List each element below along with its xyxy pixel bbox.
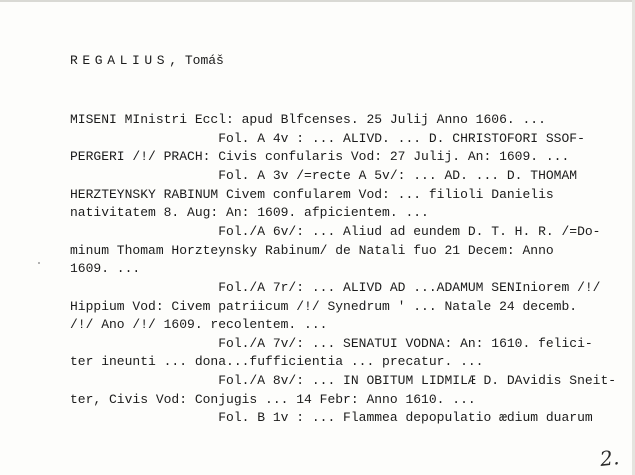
text-line: PERGERI /!/ PRACH: Civis confularis Vod: 27 Julij. An: 1609. ... xyxy=(70,149,570,165)
heading-surname: REGALIUS xyxy=(70,53,170,68)
paper-speck xyxy=(38,262,40,264)
heading-separator: , xyxy=(169,53,178,68)
card-top-edge xyxy=(0,0,635,2)
card-heading xyxy=(70,53,224,69)
text-line: HERZTEYNSKY RABINUM Civem confularem Vod: ... filioli Danielis xyxy=(70,186,554,202)
text-line: Fol./A 7r/: ... ALIVD AD ...ADAMUM SENIniorem /!/ xyxy=(70,279,601,295)
text-line: /!/ Ano /!/ 1609. recolentem. ... xyxy=(70,317,328,333)
text-line: Fol./A 6v/: ... Aliud ad eundem D. T. H. R. /=Do- xyxy=(70,223,601,239)
text-line: Fol. B 1v : ... Flammea depopulatio ædium duarum xyxy=(70,410,593,426)
text-line: ter, Civis Vod: Conjugis ... 14 Febr: Anno 1610. ... xyxy=(70,391,476,407)
text-line: Fol. A 4v : ... ALIVD. ... D. CHRISTOFORI SSOF- xyxy=(70,130,585,146)
text-line: MISENI MInistri Eccl: apud Blfcenses. 25 Julij Anno 1606. ... xyxy=(70,112,546,127)
text-line: 1609. ... xyxy=(70,261,141,277)
text-line: nativitatem 8. Aug: An: 1609. afpicientem. ... xyxy=(70,205,429,221)
text-line: minum Thomam Horzteynsky Rabinum/ de Natali fuo 21 Decem: Anno xyxy=(70,242,554,258)
page-number: 2. xyxy=(598,445,621,471)
text-line: Fol./A 8v/: ... IN OBITUM LIDMILÆ D. DAvidis Sneit- xyxy=(70,373,617,389)
text-line: Hippium Vod: Civem patriicum /!/ Synedrum ' ... Natale 24 decemb. xyxy=(70,298,578,314)
text-line: Fol. A 3v /=recte A 5v/: ... AD. ... D. THOMAM xyxy=(70,167,578,183)
heading-forename: Tomáš xyxy=(184,53,224,68)
text-line: ter ineunti ... dona...fufficientia ... precatur. ... xyxy=(70,354,484,370)
text-line: Fol./A 7v/: ... SENATUI VODNA: An: 1610. felici- xyxy=(70,335,593,351)
